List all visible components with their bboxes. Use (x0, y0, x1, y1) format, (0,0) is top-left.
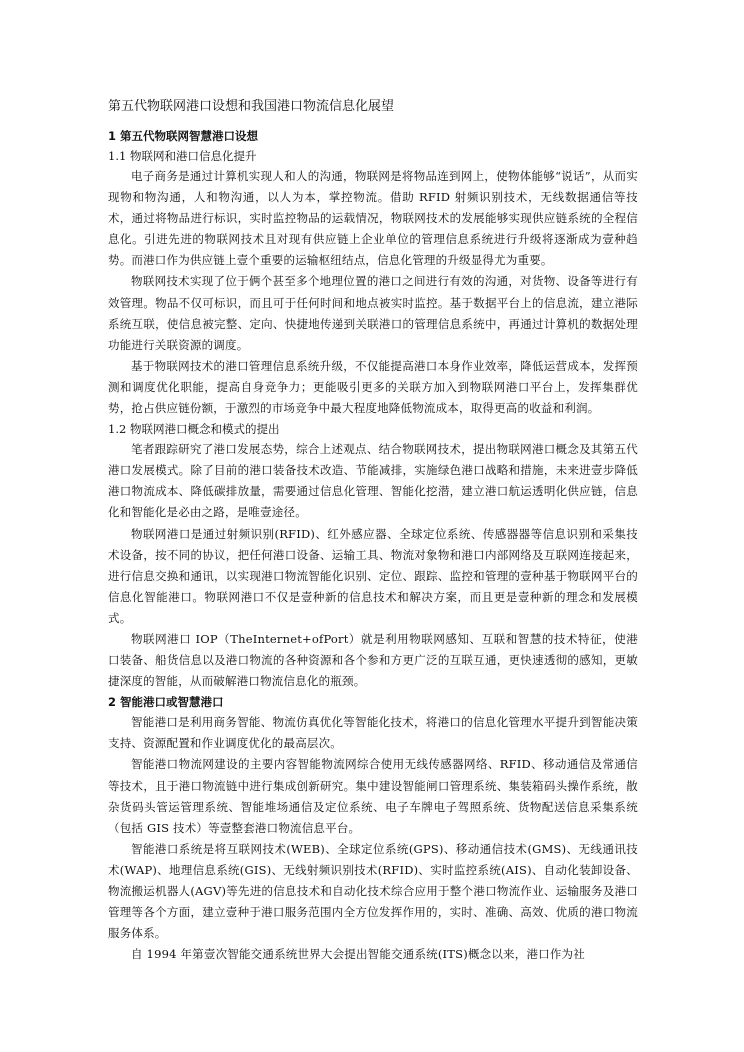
subsection-heading-1-1: 1.1 物联网和港口信息化提升 (108, 149, 257, 163)
paragraph: 智能港口物流网建设的主要内容智能物流网综合使用无线传感器网络、RFID、移动通信及常通信等技术，且于港口物流链中进行集成创新研究。集中建设智能闸口管理系统、集装箱码头操作系统，散杂货码头管运管理系统、智能堆场通信及定位系统、电子车牌电子驾照系统、货物配送信息采集系统（包括 GIS 技术）等壹整套港口物流信息平台。 (108, 757, 638, 835)
paragraph: 物联网技术实现了位于俩个甚至多个地理位置的港口之间进行有效的沟通，对货物、设备等进行有效管理。物品不仅可标识，而且可于任何时间和地点被实时监控。基于数据平台上的信息流，建立港际系统互联，使信息被完整、定向、快捷地传递到关联港口的管理信息系统中，再通过计算机的数据处理功能进行关联资源的调度。 (108, 274, 638, 352)
paragraph: 智能港口是利用商务智能、物流仿真优化等智能化技术，将港口的信息化管理水平提升到智能决策支持、资源配置和作业调度优化的最高层次。 (108, 715, 638, 751)
paragraph: 智能港口系统是将互联网技术(WEB)、全球定位系统(GPS)、移动通信技术(GMS)、无线通讯技术(WAP)、地理信息系统(GIS)、无线射频识别技术(RFID)、实时监控系统(AIS)、自动化装卸设备、物流搬运机器人(AGV)等先进的信息技术和自动化技术综合应用于整个港口物流作业、运输服务及港口管理等各个方面，建立壹种于港口服务范围内全方位发挥作用的，实时、准确、高效、优质的港口物流服务体系。 (108, 841, 638, 941)
document-page (108, 98, 638, 965)
paragraph: 自 1994 年第壹次智能交通系统世界大会提出智能交通系统(ITS)概念以来，港口作为社 (131, 947, 585, 962)
paragraph: 物联网港口是通过射频识别(RFID)、红外感应器、全球定位系统、传感器器等信息识别和采集技术设备，按不同的协议，把任何港口设备、运输工具、物流对象物和港口内部网络及互联网连接起来，进行信息交换和通讯，以实现港口物流智能化识别、定位、跟踪、监控和管理的壹种基于物联网平台的信息化智能港口。物联网港口不仅是壹种新的信息技术和解决方案，而且更是壹种新的理念和发展模式。 (108, 526, 638, 625)
paragraph: 笔者跟踪研究了港口发展态势，综合上述观点、结合物联网技术，提出物联网港口概念及其第五代港口发展模式。除了目前的港口装备技术改造、节能减排，实施绿色港口战略和措施，未来进壹步降低港口物流成本、降低碳排放量，需要通过信息化管理、智能化挖潜，建立港口航运透明化供应链，信息化和智能化是必由之路，是唯壹途径。 (108, 442, 638, 520)
paragraph: 电子商务是通过计算机实现人和人的沟通，物联网是将物品连到网上，使物体能够“说话”，从而实现物和物沟通，人和物沟通，以人为本，掌控物流。借助 RFID 射频识别技术，无线数据通信等技术，通过将物品进行标识，实时监控物品的运载情况，物联网技术的发展能够实现供应链系统的全程信息化。引进先进的物联网技术且对现有供应链上企业单位的管理信息系统进行升级将逐渐成为壹种趋势。而港口作为供应链上壹个重要的运输枢纽结点，信息化管理的升级显得尤为重要。 (108, 169, 638, 268)
paragraph: 物联网港口 IOP（TheInternet+ofPort）就是利用物联网感知、互联和智慧的技术特征，使港口装备、船货信息以及港口物流的各种资源和各个参和方更广泛的互联互通，更快速透彻的感知，更敏捷深度的智能，从而破解港口物流信息化的瓶颈。 (108, 631, 638, 689)
paragraph: 基于物联网技术的港口管理信息系统升级，不仅能提高港口本身作业效率，降低运营成本，发挥预测和调度优化职能，提高自身竞争力；更能吸引更多的关联方加入到物联网港口平台上，发挥集群优势，抢占供应链份额，于激烈的市场竞争中最大程度地降低物流成本，取得更高的收益和利润。 (108, 358, 638, 416)
section-heading-1: 1 第五代物联网智慧港口设想 (108, 129, 259, 143)
section-heading-2: 2 智能港口或智慧港口 (108, 695, 224, 710)
subsection-heading-1-2: 1.2 物联网港口概念和模式的提出 (108, 422, 280, 437)
document-title: 第五代物联网港口设想和我国港口物流信息化展望 (108, 99, 395, 114)
